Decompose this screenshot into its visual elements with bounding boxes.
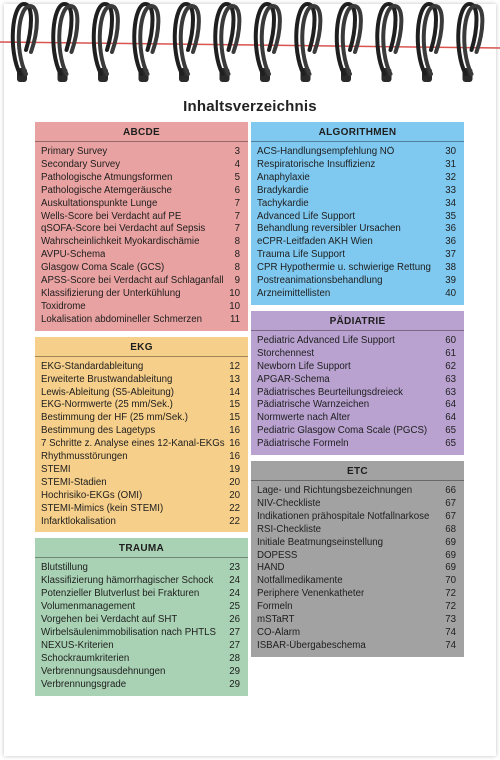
toc-entry-page: 68	[445, 523, 456, 535]
toc-entry-page: 7	[234, 210, 240, 222]
toc-entry[interactable]	[257, 387, 456, 400]
toc-entry[interactable]	[257, 601, 456, 614]
toc-entry[interactable]	[41, 679, 240, 692]
toc-entry[interactable]	[41, 211, 240, 224]
toc-entry-page: 72	[445, 588, 456, 600]
toc-entry-label: Erweiterte Brustwandableitung	[41, 373, 173, 385]
toc-entry-page: 29	[229, 678, 240, 690]
toc-entry[interactable]	[41, 288, 240, 301]
section-heading: ABCDE	[35, 122, 248, 142]
section-heading: PÄDIATRIE	[251, 311, 464, 331]
toc-entry-page: 32	[445, 171, 456, 183]
toc-entry-page: 15	[229, 412, 240, 424]
toc-entry[interactable]	[257, 412, 456, 425]
toc-entry-page: 26	[229, 614, 240, 626]
toc-entry[interactable]	[41, 464, 240, 477]
toc-entry[interactable]	[41, 236, 240, 249]
toc-entry-label: Trauma Life Support	[257, 249, 345, 261]
toc-entry[interactable]	[41, 399, 240, 412]
toc-entry-label: Pediatric Advanced Life Support	[257, 334, 395, 346]
toc-entry-page: 28	[229, 652, 240, 664]
toc-entry-page: 24	[229, 575, 240, 587]
toc-entry-label: Storchennest	[257, 347, 315, 359]
toc-entry-label: Lewis-Ableitung (S5-Ableitung)	[41, 386, 175, 398]
toc-entry[interactable]	[41, 249, 240, 262]
toc-entry-label: Pathologische Atmungsformen	[41, 171, 173, 183]
section-trauma	[35, 538, 248, 695]
toc-entry-label: 7 Schritte z. Analyse eines 12-Kanal-EKGs	[41, 438, 225, 450]
toc-entry-label: NIV-Checkliste	[257, 497, 321, 509]
toc-entry-page: 20	[229, 476, 240, 488]
toc-entry-label: ACS-Handlungsempfehlung NÖ	[257, 146, 395, 157]
toc-entry-page: 66	[445, 485, 456, 497]
toc-entry[interactable]	[41, 425, 240, 438]
toc-entry-label: Tachykardie	[257, 197, 309, 209]
toc-entry-page: 69	[445, 562, 456, 574]
toc-entry-label: Auskultationspunkte Lunge	[41, 197, 158, 209]
toc-entry-page: 14	[229, 386, 240, 398]
section-heading: EKG	[35, 337, 248, 357]
toc-entry[interactable]	[257, 211, 456, 224]
toc-entry-label: STEMI-Stadien	[41, 476, 107, 488]
toc-entry-label: Volumenmanagement	[41, 601, 136, 613]
toc-entry[interactable]	[41, 562, 240, 575]
toc-entry-label: CPR Hypothermie u. schwierige Rettung	[257, 262, 431, 274]
toc-entry-page: 8	[234, 262, 240, 274]
toc-entry-page: 23	[229, 562, 240, 574]
toc-entry-label: Pediatric Glasgow Coma Scale (PGCS)	[257, 425, 428, 437]
toc-entry-page: 7	[234, 223, 240, 235]
toc-entry-label: Indikationen prähospitale Notfallnarkose	[257, 510, 430, 522]
toc-entry-label: Postreanimationsbehandlung	[257, 275, 383, 287]
toc-entry-page: 7	[234, 197, 240, 209]
toc-entry-label: Klassifizierung der Unterkühlung	[41, 287, 181, 299]
toc-entry[interactable]	[41, 588, 240, 601]
toc-entry-label: Arzneimittellisten	[257, 287, 331, 299]
toc-entry-page: 10	[229, 287, 240, 299]
section-heading: ETC	[251, 461, 464, 481]
toc-entry[interactable]	[257, 361, 456, 374]
toc-entry-label: Newborn Life Support	[257, 360, 351, 372]
toc-entry-label: Formeln	[257, 601, 293, 613]
toc-entry-page: 64	[445, 399, 456, 411]
toc-entry[interactable]	[41, 627, 240, 640]
toc-entry-label: Hochrisiko-EKGs (OMI)	[41, 489, 143, 501]
toc-entry-page: 63	[445, 386, 456, 398]
toc-entry-label: Klassifizierung hämorrhagischer Schock	[41, 575, 214, 587]
toc-entry[interactable]	[257, 524, 456, 537]
toc-entry-page: 62	[445, 360, 456, 372]
toc-entry-page: 27	[229, 627, 240, 638]
toc-entry[interactable]	[257, 550, 456, 563]
section-heading: TRAUMA	[35, 538, 248, 558]
toc-entry-label: RSI-Checkliste	[257, 523, 322, 535]
toc-entry[interactable]	[257, 511, 456, 524]
toc-entry-page: 11	[229, 313, 240, 325]
toc-entry-page: 29	[229, 665, 240, 677]
toc-entry[interactable]	[257, 575, 456, 588]
left-column	[35, 122, 248, 696]
toc-entry-label: Wahrscheinlichkeit Myokardischämie	[41, 236, 200, 248]
toc-entry-page: 33	[445, 184, 456, 196]
toc-entry[interactable]	[257, 172, 456, 185]
spiral-ring	[377, 4, 401, 82]
toc-entry-label: NEXUS-Kriterien	[41, 639, 114, 651]
toc-entry[interactable]	[41, 666, 240, 679]
toc-entry-label: HAND	[257, 562, 285, 574]
toc-entry-label: Bestimmung des Lagetyps	[41, 425, 156, 437]
spiral-ring	[256, 4, 280, 82]
toc-entry-page: 5	[234, 171, 240, 183]
section-ekg	[35, 337, 248, 533]
spiral-ring	[296, 4, 320, 82]
toc-entry-page: 65	[445, 438, 456, 450]
toc-entry-label: ISBAR-Übergabeschema	[257, 639, 366, 651]
toc-entry-page: 74	[445, 627, 456, 638]
toc-entry-label: STEMI	[41, 463, 71, 475]
toc-entry-label: Wirbelsäulenimmobilisation nach PHTLS	[41, 627, 216, 638]
toc-entry-page: 34	[445, 197, 456, 209]
toc-entry[interactable]	[41, 653, 240, 666]
toc-entry-label: Schockraumkriterien	[41, 652, 130, 664]
toc-entry-label: Notfallmedikamente	[257, 575, 343, 587]
toc-entry-label: eCPR-Leitfaden AKH Wien	[257, 236, 373, 248]
toc-entry-label: Blutstillung	[41, 562, 88, 574]
toc-entry[interactable]	[41, 640, 240, 653]
toc-entry[interactable]	[257, 374, 456, 387]
toc-entry[interactable]	[41, 503, 240, 516]
toc-entry-page: 25	[229, 601, 240, 613]
toc-entry[interactable]	[41, 387, 240, 400]
section-etc	[251, 461, 464, 657]
toc-entry-label: Initiale Beatmungseinstellung	[257, 536, 384, 548]
toc-entry[interactable]	[41, 314, 240, 327]
toc-entry[interactable]	[257, 275, 456, 288]
toc-entry-page: 64	[445, 412, 456, 424]
toc-entry[interactable]	[257, 399, 456, 412]
section-abcde	[35, 122, 248, 331]
toc-entry-label: Respiratorische Insuffizienz	[257, 158, 376, 170]
toc-entry-label: Infarktlokalisation	[41, 515, 116, 527]
spiral-ring	[175, 4, 199, 82]
toc-entry-label: Pathologische Atemgeräusche	[41, 184, 172, 196]
toc-entry[interactable]	[41, 185, 240, 198]
toc-entry[interactable]	[257, 262, 456, 275]
toc-entry-page: 12	[229, 360, 240, 372]
toc-entry-label: Wells-Score bei Verdacht auf PE	[41, 210, 182, 222]
toc-entry-page: 40	[445, 287, 456, 299]
toc-entry-label: Pädiatrisches Beurteilungsdreieck	[257, 386, 403, 398]
toc-entry[interactable]	[257, 159, 456, 172]
toc-entry-label: Advanced Life Support	[257, 210, 356, 222]
toc-entry[interactable]	[257, 236, 456, 249]
toc-entry-label: Pädiatrische Formeln	[257, 438, 349, 450]
toc-entry-label: Periphere Venenkatheter	[257, 588, 365, 600]
toc-entry[interactable]	[257, 348, 456, 361]
toc-entry[interactable]	[41, 438, 240, 451]
toc-entry[interactable]	[257, 335, 456, 348]
toc-entry[interactable]	[257, 198, 456, 211]
toc-entry[interactable]	[257, 185, 456, 198]
toc-entry-page: 22	[229, 515, 240, 527]
toc-entry-page: 16	[229, 438, 240, 450]
toc-entry[interactable]	[41, 601, 240, 614]
toc-entry[interactable]	[257, 485, 456, 498]
toc-entry-page: 70	[445, 575, 456, 587]
toc-entry[interactable]	[41, 159, 240, 172]
toc-entry[interactable]	[41, 361, 240, 374]
toc-entry-page: 31	[445, 158, 456, 170]
toc-entry-label: Bestimmung der HF (25 mm/Sek.)	[41, 412, 188, 424]
spiral-ring	[337, 4, 361, 82]
toc-entry-label: Primary Survey	[41, 146, 108, 157]
toc-entry[interactable]	[257, 640, 456, 653]
toc-entry-label: Secondary Survey	[41, 158, 121, 170]
toc-entry-page: 20	[229, 489, 240, 501]
toc-entry-page: 8	[234, 249, 240, 261]
toc-entry-page: 3	[234, 146, 240, 157]
toc-entry-page: 65	[445, 425, 456, 437]
toc-entry-label: Lage- und Richtungsbezeichnungen	[257, 485, 413, 497]
toc-entry[interactable]	[257, 588, 456, 601]
toc-entry-label: EKG-Standardableitung	[41, 360, 144, 372]
right-column	[251, 122, 464, 657]
spiral-ring	[215, 4, 239, 82]
toc-entry-page: 69	[445, 549, 456, 561]
toc-entry-page: 4	[234, 158, 240, 170]
toc-entry-page: 67	[445, 510, 456, 522]
toc-entry-label: Verbrennungsausdehnungen	[41, 665, 166, 677]
toc-entry-page: 36	[445, 223, 456, 235]
toc-entry-page: 27	[229, 639, 240, 651]
page-title: Inhaltsverzeichnis	[183, 98, 317, 115]
toc-entry[interactable]	[257, 438, 456, 451]
toc-entry-page: 10	[229, 300, 240, 312]
toc-entry-page: 67	[445, 497, 456, 509]
toc-entry-page: 30	[445, 146, 456, 157]
section-algorithmen	[251, 122, 464, 305]
toc-entry[interactable]	[41, 275, 240, 288]
toc-entry-page: 16	[229, 451, 240, 463]
toc-entry-page: 8	[234, 236, 240, 248]
toc-entry-label: APSS-Score bei Verdacht auf Schlaganfall	[41, 275, 224, 287]
toc-entry-label: Potenzieller Blutverlust bei Frakturen	[41, 588, 200, 600]
toc-entry-page: 35	[445, 210, 456, 222]
toc-entry-label: Vorgehen bei Verdacht auf SHT	[41, 614, 178, 626]
toc-entry-label: Verbrennungsgrade	[41, 678, 127, 690]
toc-entry-label: DOPESS	[257, 549, 298, 561]
toc-entry[interactable]	[257, 425, 456, 438]
toc-entry-label: Bradykardie	[257, 184, 309, 196]
section-paediatrie	[251, 311, 464, 455]
toc-entry-label: CO-Alarm	[257, 627, 301, 638]
toc-entry-label: qSOFA-Score bei Verdacht auf Sepsis	[41, 223, 206, 235]
toc-entry[interactable]	[41, 575, 240, 588]
toc-entry[interactable]	[41, 374, 240, 387]
toc-entry-label: Glasgow Coma Scale (GCS)	[41, 262, 165, 274]
toc-entry-page: 74	[445, 639, 456, 651]
toc-entry[interactable]	[41, 412, 240, 425]
toc-entry-label: Toxidrome	[41, 300, 86, 312]
toc-entry-label: Anaphylaxie	[257, 171, 310, 183]
toc-entry[interactable]	[41, 198, 240, 211]
spiral-binding	[0, 0, 500, 90]
toc-entry-page: 16	[229, 425, 240, 437]
toc-entry-label: APGAR-Schema	[257, 373, 330, 385]
toc-entry-page: 72	[445, 601, 456, 613]
toc-entry-page: 13	[229, 373, 240, 385]
toc-entry[interactable]	[257, 288, 456, 301]
toc-entry[interactable]	[257, 562, 456, 575]
toc-entry[interactable]	[41, 477, 240, 490]
toc-entry-page: 60	[445, 334, 456, 346]
toc-entry[interactable]	[257, 627, 456, 640]
toc-entry[interactable]	[41, 614, 240, 627]
toc-entry-page: 63	[445, 373, 456, 385]
toc-entry-label: Behandlung reversibler Ursachen	[257, 223, 401, 235]
toc-entry[interactable]	[257, 498, 456, 511]
toc-entry[interactable]	[257, 614, 456, 627]
toc-entry[interactable]	[41, 262, 240, 275]
toc-entry-label: Normwerte nach Alter	[257, 412, 351, 424]
toc-entry-page: 36	[445, 236, 456, 248]
toc-entry-page: 61	[445, 347, 456, 359]
toc-entry-label: Rhythmusstörungen	[41, 451, 128, 463]
toc-entry-page: 39	[445, 275, 456, 287]
section-heading: ALGORITHMEN	[251, 122, 464, 142]
toc-entry[interactable]	[41, 516, 240, 529]
toc-entry-page: 37	[445, 249, 456, 261]
toc-entry-page: 9	[234, 275, 240, 287]
toc-entry-page: 38	[445, 262, 456, 274]
toc-entry-label: STEMI-Mimics (kein STEMI)	[41, 502, 164, 514]
toc-entry[interactable]	[41, 451, 240, 464]
toc-entry-page: 22	[229, 502, 240, 514]
toc-entry[interactable]	[257, 146, 456, 159]
toc-entry-label: Lokalisation abdomineller Schmerzen	[41, 313, 203, 325]
toc-entry-page: 15	[229, 399, 240, 411]
spiral-ring	[458, 4, 482, 82]
toc-entry[interactable]	[41, 490, 240, 503]
toc-entry-page: 19	[229, 463, 240, 475]
toc-entry[interactable]	[257, 223, 456, 236]
toc-entry[interactable]	[41, 301, 240, 314]
toc-entry-page: 73	[445, 614, 456, 626]
toc-entry[interactable]	[41, 223, 240, 236]
toc-entry-label: AVPU-Schema	[41, 249, 106, 261]
toc-entry[interactable]	[41, 172, 240, 185]
toc-entry-label: EKG-Normwerte (25 mm/Sek.)	[41, 399, 173, 411]
toc-entry-page: 24	[229, 588, 240, 600]
toc-entry-page: 69	[445, 536, 456, 548]
toc-entry-label: mSTaRT	[257, 614, 295, 626]
toc-entry[interactable]	[41, 146, 240, 159]
toc-entry[interactable]	[257, 537, 456, 550]
toc-entry-label: Pädiatrische Warnzeichen	[257, 399, 370, 411]
spiral-ring	[418, 4, 442, 82]
toc-entry-page: 6	[234, 184, 240, 196]
toc-entry[interactable]	[257, 249, 456, 262]
